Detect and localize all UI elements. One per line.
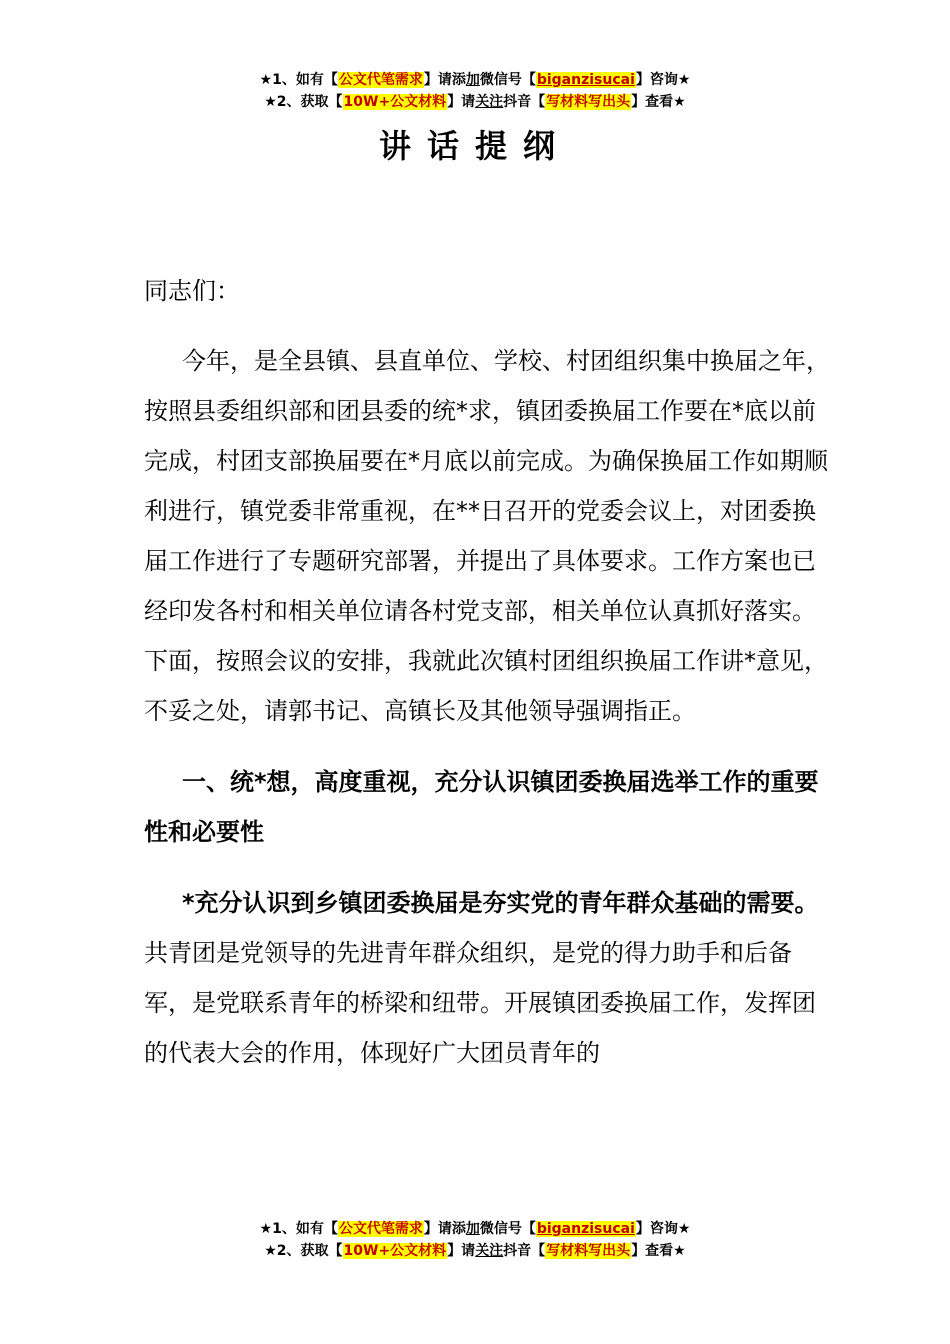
banner-text: 】请 — [447, 1243, 476, 1259]
banner-keyword: 加 — [465, 1221, 480, 1237]
banner-line-2 — [0, 1240, 950, 1262]
section-heading: 一、统*想，高度重视，充分认识镇团委换届选举工作的重要性和必要性 — [144, 768, 819, 846]
banner-keyword: 关注 — [475, 1243, 504, 1259]
banner-text: 】请添 — [423, 72, 466, 88]
highlight-text: 写材料写出头 — [546, 1243, 631, 1259]
highlight-text: 写材料写出头 — [546, 94, 631, 110]
highlight-text: 公文代笔需求 — [338, 1221, 423, 1237]
banner-keyword: 关注 — [475, 94, 504, 110]
banner-text: 】咨询★ — [635, 1221, 691, 1237]
banner-text: 微信号【 — [479, 1221, 536, 1237]
banner-text: 】查看★ — [631, 94, 686, 110]
banner-line-2 — [0, 91, 950, 113]
body-paragraph: 今年，是全县镇、县直单位、学校、村团组织集中换届之年，按照县委组织部和团县委的统*求，镇团委换届工作要在*底以前完成，村团支部换届要在*月底以前完成。为确保换届工作如期顺利进行，镇党委非常重视，在**日召开的党委会议上，对团委换届工作进行了专题研究部署，并提出了具体要求。工作方案也已经印发各村和相关单位请各村党支部，相关单位认真抓好落实。下面，按照会议的安排，我就此次镇村团组织换届工作讲*意见，不妥之处，请郭书记、高镇长及其他领导强调指正。 — [144, 347, 830, 725]
wechat-id-link[interactable]: biganzisucai — [536, 1221, 635, 1237]
document-body — [144, 266, 830, 1078]
body-paragraph — [144, 878, 830, 1078]
banner-text: 】咨询★ — [635, 72, 691, 88]
salutation: 同志们： — [144, 277, 240, 305]
banner-text: 抖音【 — [503, 94, 546, 110]
banner-text: 】查看★ — [631, 1243, 686, 1259]
banner-text: ★1、如有【 — [259, 1221, 338, 1237]
highlight-text: 10W+公文材料 — [343, 94, 447, 110]
banner-text: ★2、获取【 — [264, 1243, 343, 1259]
banner-text: ★1、如有【 — [259, 72, 338, 88]
banner-text: 】请 — [447, 94, 476, 110]
banner-text: 微信号【 — [479, 72, 536, 88]
banner-keyword: 加 — [465, 72, 480, 88]
banner-text: 抖音【 — [503, 1243, 546, 1259]
highlight-text: 10W+公文材料 — [343, 1243, 447, 1259]
document-title: 讲话提纲 — [378, 127, 571, 165]
banner-text: 】请添 — [423, 1221, 466, 1237]
banner-text: ★2、获取【 — [264, 94, 343, 110]
highlight-text: 公文代笔需求 — [338, 72, 423, 88]
footer-banner — [0, 1218, 950, 1262]
banner-line-1 — [0, 1218, 950, 1240]
paragraph-lead: *充分认识到乡镇团委换届是夯实党的青年群众基础的需要。 — [182, 889, 819, 917]
paragraph-text: 共青团是党领导的先进青年群众组织，是党的得力助手和后备军，是党联系青年的桥梁和纽带。开展镇团委换届工作，发挥团的代表大会的作用，体现好广大团员青年的 — [144, 939, 816, 1067]
header-banner — [0, 69, 950, 113]
wechat-id-link[interactable]: biganzisucai — [536, 72, 635, 88]
banner-line-1 — [0, 69, 950, 91]
